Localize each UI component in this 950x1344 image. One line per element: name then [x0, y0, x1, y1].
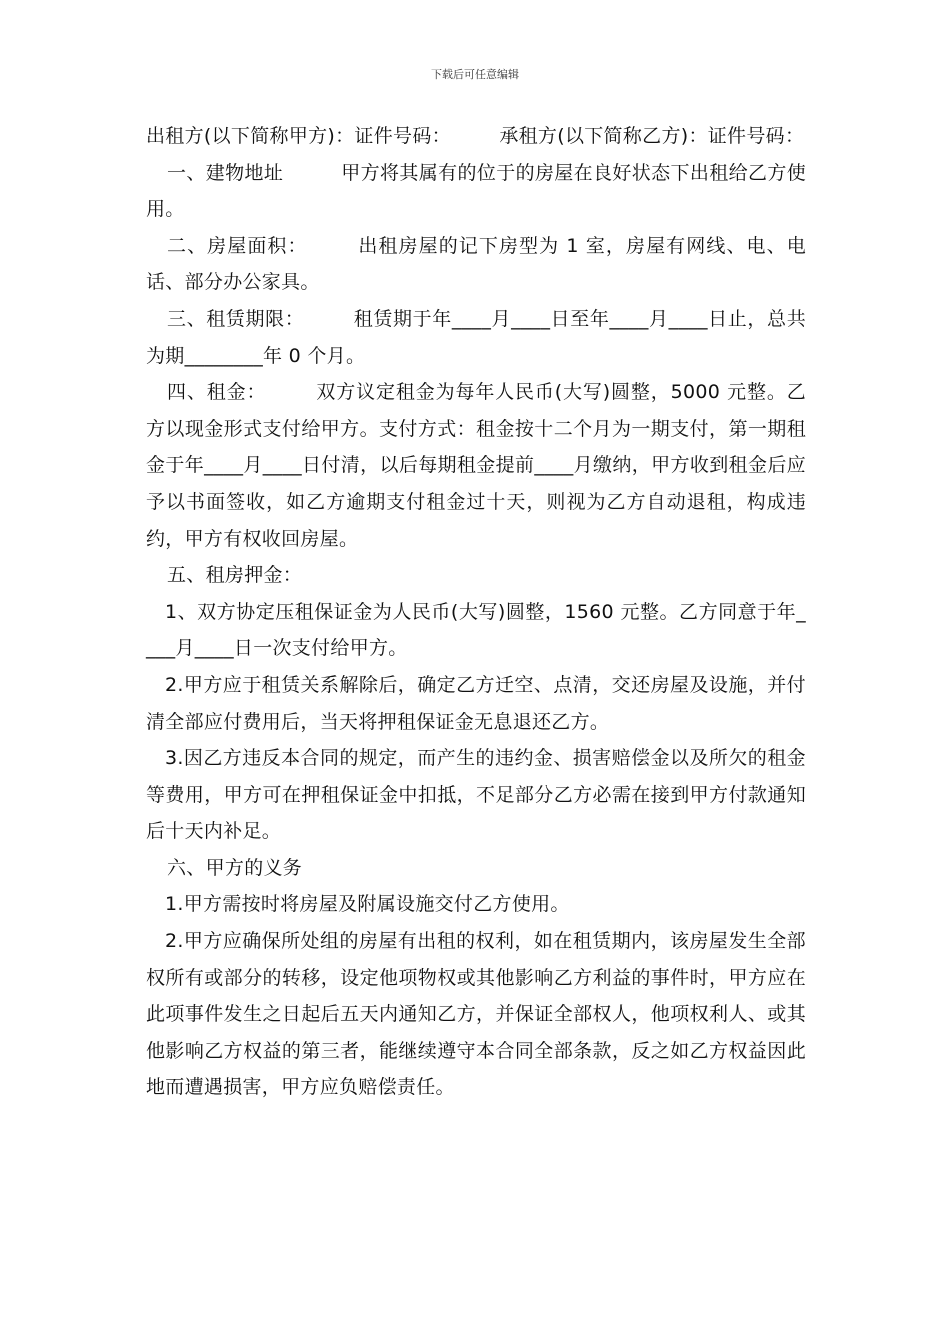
parties-paragraph: 出租方(以下简称甲方)：证件号码： 承租方(以下简称乙方)：证件号码： [146, 125, 805, 147]
obligation-item-2: 2.甲方应确保所处组的房屋有出租的权利，如在租赁期内，该房屋发生全部权所有或部分的转移，设定他项物权或其他影响乙方利益的事件时，甲方应在此项事件发生之日起后五天内通知乙方，并保证全部权人，他项权利人、或其他影响乙方权益的第三者，能继续遵守本合同全部条款，反之如乙方权益因此地而遭遇损害，甲方应负赔偿责任。 [146, 930, 806, 1099]
deposit-item-2: 2.甲方应于租赁关系解除后，确定乙方迁空、点清，交还房屋及设施，并付清全部应付费用后，当天将押租保证金无息退还乙方。 [146, 673, 806, 733]
document-body [146, 118, 806, 1106]
section-5-deposit-heading: 五、租房押金： [167, 564, 303, 587]
section-6-lessor-obligations-heading: 六、甲方的义务 [167, 856, 303, 879]
section-4-rent: 四、租金： 双方议定租金为每年人民币(大写)圆整，5000 元整。乙方以现金形式支付给甲方。支付方式：租金按十二个月为一期支付，第一期租金于年____月____日付清，以后每期租金提前____月缴纳，甲方收到租金后应予以书面签收，如乙方逾期支付租金过十天，则视为乙方自动退租，构成违约，甲方有权收回房屋。 [146, 381, 806, 550]
deposit-item-1: 1、双方协定压租保证金为人民币(大写)圆整，1560 元整。乙方同意于年____月____日一次支付给甲方。 [146, 600, 806, 660]
section-2-area: 二、房屋面积： 出租房屋的记下房型为 1 室，房屋有网线、电、电话、部分办公家具。 [146, 234, 806, 294]
obligation-item-1: 1.甲方需按时将房屋及附属设施交付乙方使用。 [165, 893, 570, 916]
section-1-address: 一、建物地址 甲方将其属有的位于的房屋在良好状态下出租给乙方使用。 [146, 161, 806, 221]
section-3-term: 三、租赁期限： 租赁期于年____月____日至年____月____日止，总共为期________年 0 个月。 [146, 307, 806, 367]
page-header: 下载后可任意编辑 [431, 68, 519, 81]
deposit-item-3: 3.因乙方违反本合同的规定，而产生的违约金、损害赔偿金以及所欠的租金等费用，甲方可在押租保证金中扣抵，不足部分乙方必需在接到甲方付款通知后十天内补足。 [146, 747, 806, 843]
